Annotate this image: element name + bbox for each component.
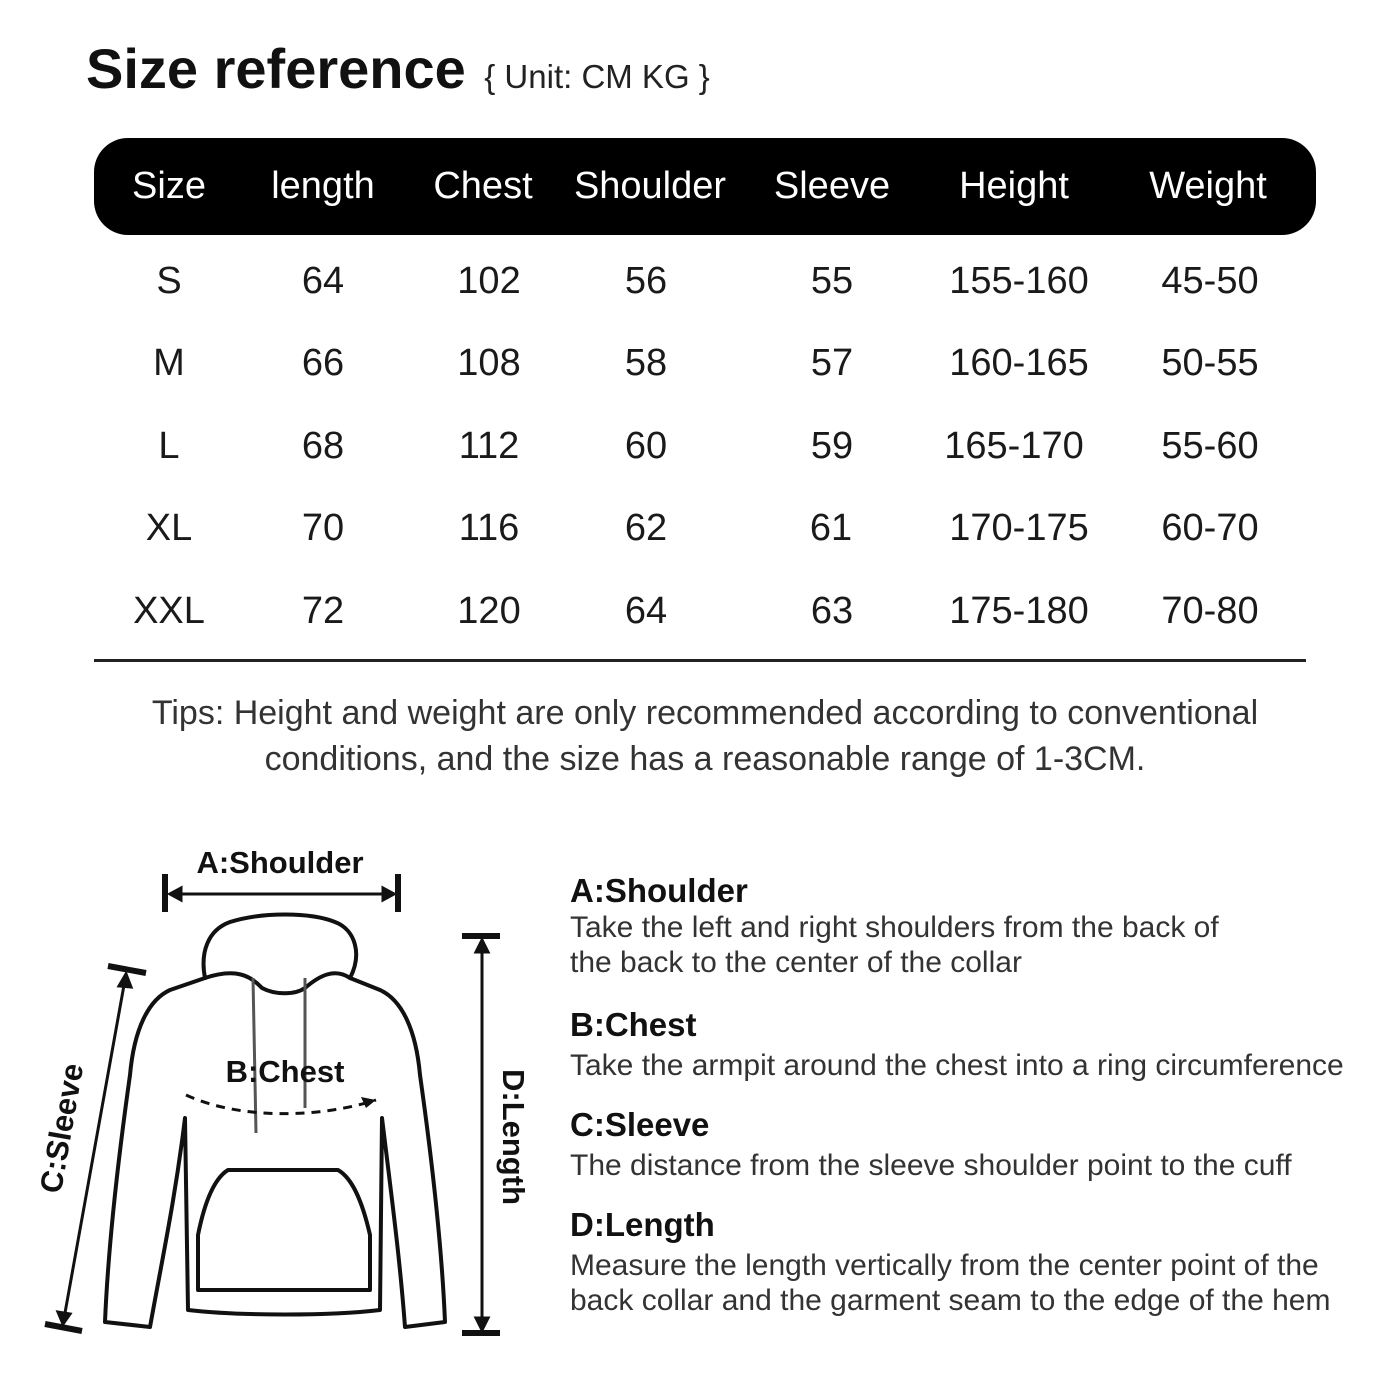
cell-shoulder: 60 bbox=[624, 425, 668, 467]
cell-sleeve: 63 bbox=[810, 590, 854, 632]
cell-chest: 116 bbox=[458, 507, 520, 549]
shoulder-label: A:Shoulder bbox=[196, 845, 364, 880]
table-row bbox=[94, 487, 1316, 569]
cell-height: 160-165 bbox=[949, 342, 1089, 384]
cell-weight: 45-50 bbox=[1161, 260, 1259, 302]
table-row bbox=[94, 240, 1316, 322]
chest-label: B:Chest bbox=[225, 1054, 345, 1089]
tips-line-1: Tips: Height and weight are only recommended according to conventional bbox=[151, 694, 1259, 732]
definition-title: B:Chest bbox=[570, 1006, 697, 1043]
cell-shoulder: 64 bbox=[624, 590, 668, 632]
cell-height: 155-160 bbox=[949, 260, 1089, 302]
header-size: Size bbox=[132, 165, 206, 207]
table-row bbox=[94, 570, 1316, 652]
header-chest: Chest bbox=[433, 165, 533, 207]
hood-inner-outline bbox=[205, 973, 350, 993]
cell-chest: 112 bbox=[458, 425, 520, 467]
definition-title: D:Length bbox=[570, 1206, 715, 1243]
header-length: length bbox=[271, 165, 375, 207]
definition-chest bbox=[570, 1006, 1344, 1083]
title-block bbox=[86, 36, 710, 101]
header-shoulder: Shoulder bbox=[573, 165, 727, 207]
table-divider bbox=[94, 659, 1306, 662]
header-height: Height bbox=[959, 165, 1069, 207]
table-row bbox=[94, 405, 1316, 487]
cell-weight: 55-60 bbox=[1161, 425, 1259, 467]
cell-size: M bbox=[153, 342, 185, 384]
definition-text: Take the left and right shoulders from the back of bbox=[570, 911, 1219, 944]
header-sleeve: Sleeve bbox=[773, 165, 891, 207]
cell-shoulder: 58 bbox=[624, 342, 668, 384]
cell-length: 66 bbox=[301, 342, 345, 384]
cell-length: 64 bbox=[301, 260, 345, 302]
cell-sleeve: 61 bbox=[809, 507, 853, 549]
cell-length: 72 bbox=[301, 590, 345, 632]
chest-arrow bbox=[186, 1095, 376, 1114]
unit-note: { Unit: CM KG } bbox=[484, 58, 710, 95]
pocket-outline bbox=[198, 1170, 370, 1290]
tips-line-2: conditions, and the size has a reasonable range of 1-3CM. bbox=[264, 740, 1146, 778]
definition-text: back collar and the garment seam to the edge of the hem bbox=[570, 1284, 1331, 1317]
cell-shoulder: 56 bbox=[624, 260, 668, 302]
definition-sleeve bbox=[570, 1106, 1292, 1183]
cell-sleeve: 55 bbox=[810, 260, 854, 302]
definition-shoulder bbox=[570, 872, 1219, 980]
cell-size: L bbox=[158, 425, 180, 467]
definition-text: the back to the center of the collar bbox=[570, 946, 1022, 979]
header-weight: Weight bbox=[1149, 165, 1267, 207]
table-row bbox=[94, 322, 1316, 404]
length-label: D:Length bbox=[496, 1068, 531, 1206]
cell-weight: 60-70 bbox=[1161, 507, 1259, 549]
cell-chest: 108 bbox=[457, 342, 521, 384]
hoodie-measure-diagram bbox=[0, 830, 560, 1370]
sleeve-label: C:Sleeve bbox=[33, 1060, 91, 1196]
cell-sleeve: 57 bbox=[810, 342, 854, 384]
cell-weight: 50-55 bbox=[1161, 342, 1259, 384]
definition-length bbox=[570, 1206, 1330, 1318]
definition-text: Take the armpit around the chest into a ring circumference bbox=[570, 1049, 1344, 1082]
cell-weight: 70-80 bbox=[1161, 590, 1259, 632]
cell-size: S bbox=[156, 260, 182, 302]
hood-outline bbox=[204, 915, 357, 979]
cell-shoulder: 62 bbox=[624, 507, 668, 549]
cell-length: 70 bbox=[301, 507, 345, 549]
cell-height: 170-175 bbox=[949, 507, 1089, 549]
definition-text: Measure the length vertically from the center point of the bbox=[570, 1249, 1319, 1282]
cell-height: 165-170 bbox=[944, 425, 1084, 467]
cell-chest: 102 bbox=[457, 260, 521, 302]
cell-length: 68 bbox=[301, 425, 345, 467]
cell-size: XL bbox=[145, 507, 193, 549]
definition-title: C:Sleeve bbox=[570, 1106, 710, 1143]
cell-sleeve: 59 bbox=[810, 425, 854, 467]
hoodie-outline bbox=[105, 978, 445, 1327]
definition-text: The distance from the sleeve shoulder point to the cuff bbox=[570, 1149, 1292, 1182]
table-header bbox=[94, 138, 1316, 235]
definition-title: A:Shoulder bbox=[570, 872, 748, 909]
tips-note bbox=[100, 690, 1310, 782]
cell-size: XXL bbox=[133, 590, 205, 632]
cell-height: 175-180 bbox=[949, 590, 1089, 632]
cell-chest: 120 bbox=[457, 590, 521, 632]
page-title: Size reference bbox=[86, 37, 466, 100]
